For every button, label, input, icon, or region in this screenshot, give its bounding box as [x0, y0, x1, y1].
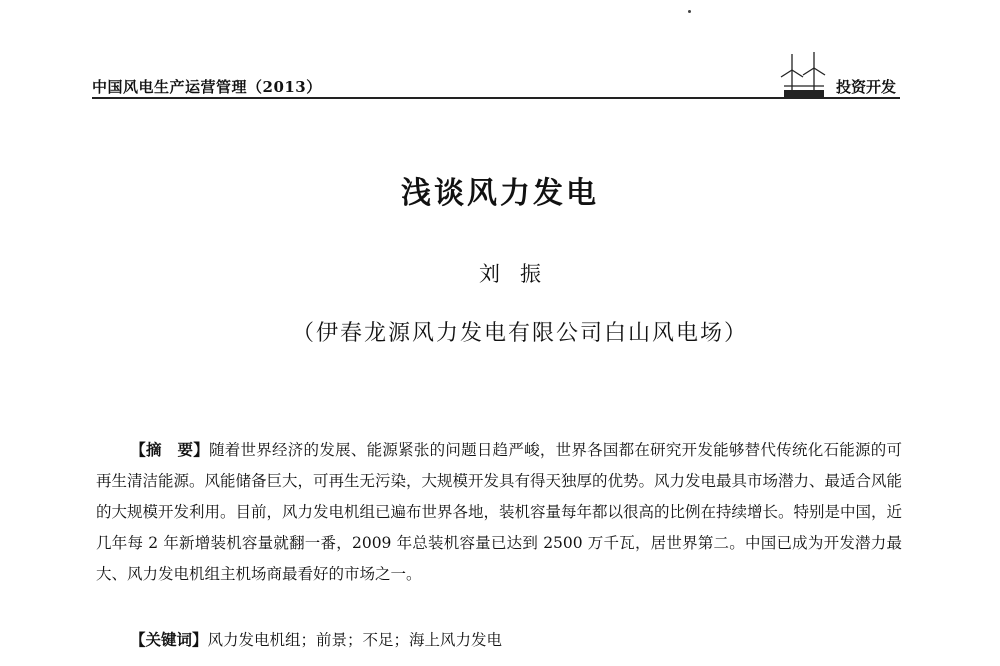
- abstract-label: 【摘 要】: [130, 440, 210, 459]
- keywords-label: 【关键词】: [130, 630, 208, 649]
- article-author: 刘振: [479, 262, 561, 286]
- article-affiliation: （伊春龙源风力发电有限公司白山风电场）: [291, 321, 748, 346]
- abstract-paragraph: [96, 434, 902, 590]
- header-divider: [92, 97, 900, 99]
- running-header-section: 投资开发: [835, 78, 896, 96]
- keywords-text: 风力发电机组；前景；不足；海上风力发电: [207, 631, 503, 649]
- keywords-line: [130, 624, 502, 656]
- scan-speck: [688, 10, 691, 13]
- running-header-journal: 中国风电生产运营管理（2013）: [92, 78, 322, 96]
- wind-turbine-logo-icon: [780, 50, 828, 100]
- abstract-text: 随着世界经济的发展、能源紧张的问题日趋严峻，世界各国都在研究开发能够替代传统化石能源的可再生清洁能源。风能储备巨大，可再生无污染，大规模开发具有得天独厚的优势。风力发电最具市场潜力、最适合风能的大规模开发利用。目前，风力发电机组已遍布世界各地，装机容量每年都以很高的比例在持续增长。特别是中国，近几年每 2 年新增装机容量就翻一番，2009 年总装机容量已达到 2500 万千瓦，居世界第二。中国已成为开发潜力最大、风力发电机组主机场商最看好的市场之一。: [96, 441, 903, 583]
- article-title: 浅谈风力发电: [401, 176, 599, 211]
